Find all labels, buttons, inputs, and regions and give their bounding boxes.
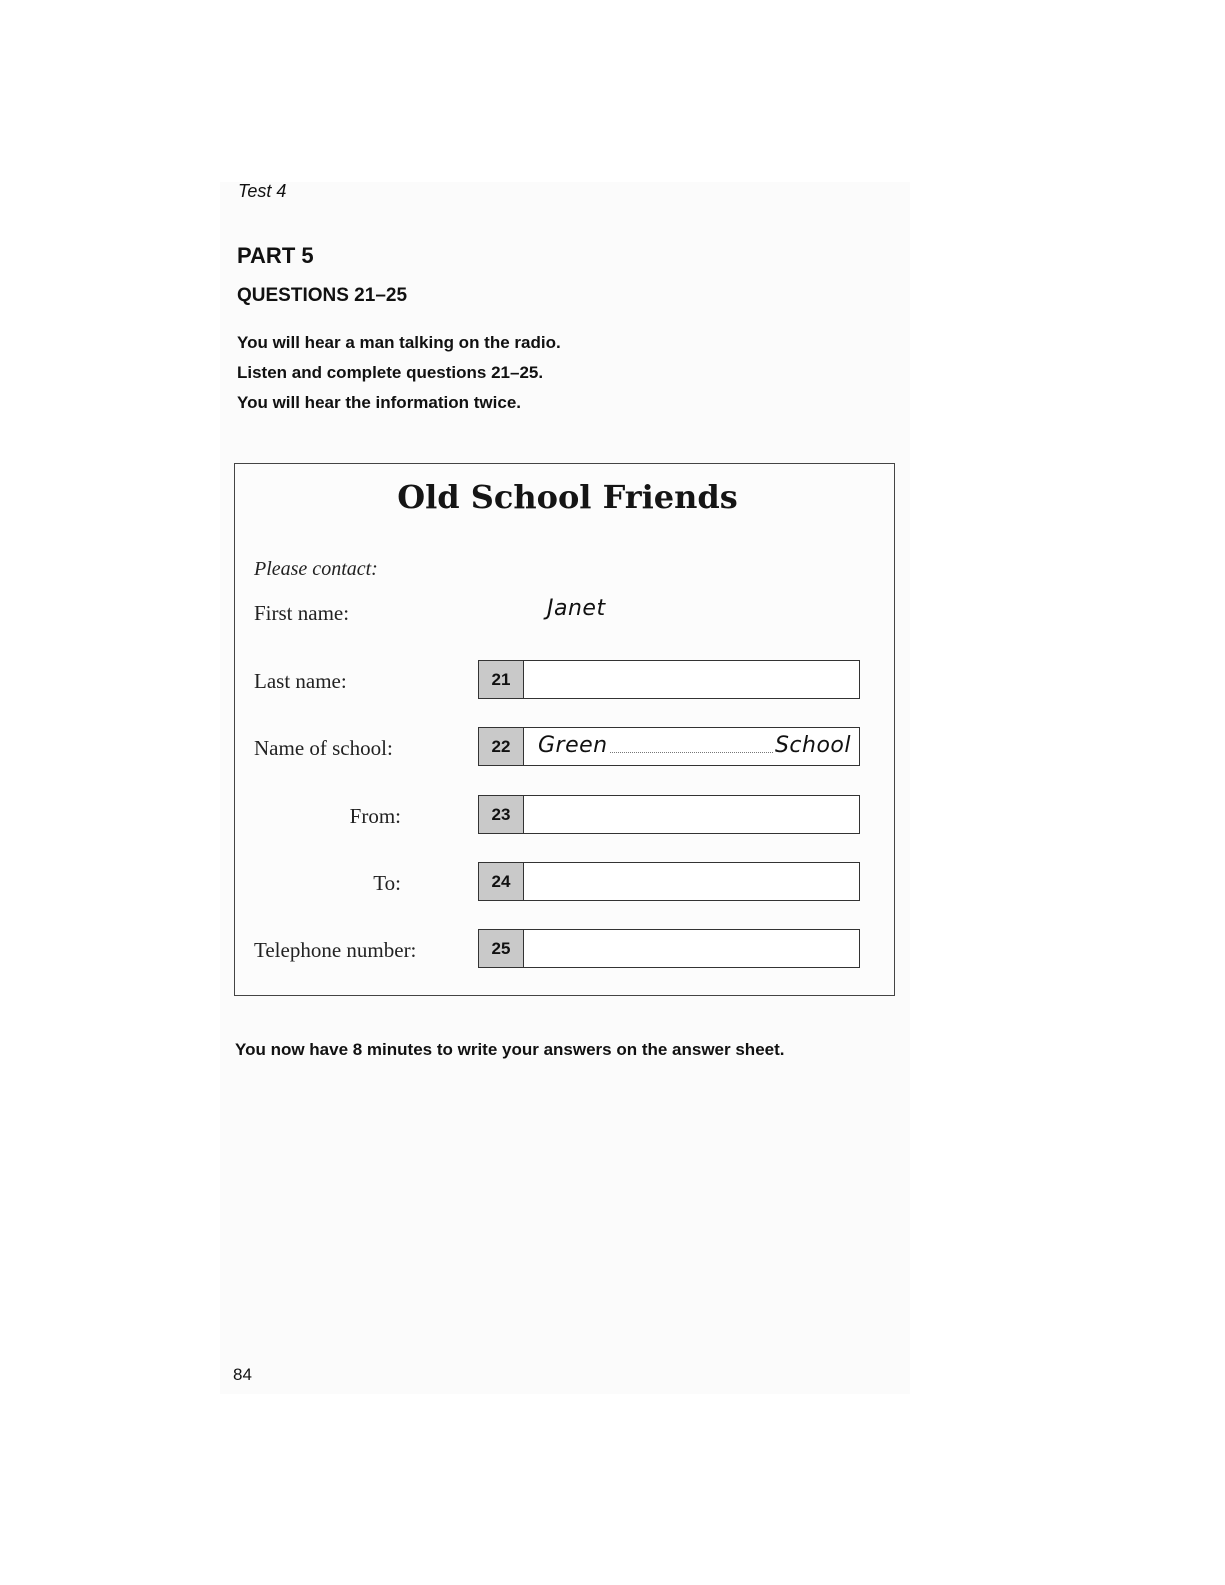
instruction-line: You will hear the information twice. xyxy=(237,393,521,412)
last-name-label: Last name: xyxy=(254,669,347,693)
to-answer-field[interactable] xyxy=(524,863,859,900)
form-title: Old School Friends xyxy=(397,478,738,516)
questions-heading: QUESTIONS 21–25 xyxy=(237,285,408,306)
answer-row-21 xyxy=(478,660,860,699)
page-number: 84 xyxy=(233,1365,252,1384)
telephone-answer-field[interactable] xyxy=(524,930,859,967)
instruction-line: You will hear a man talking on the radio. xyxy=(237,333,561,352)
last-name-answer-field[interactable] xyxy=(524,661,859,698)
question-number-25: 25 xyxy=(479,930,524,967)
telephone-label: Telephone number: xyxy=(254,938,417,962)
contact-label: Please contact: xyxy=(254,558,378,580)
part-heading: PART 5 xyxy=(237,243,314,268)
running-head: Test 4 xyxy=(238,181,287,201)
to-label: To: xyxy=(373,871,401,895)
answer-row-25 xyxy=(478,929,860,968)
from-label: From: xyxy=(349,804,401,828)
answer-row-23 xyxy=(478,795,860,834)
old-school-friends-form xyxy=(234,463,895,996)
answer-row-24 xyxy=(478,862,860,901)
school-name-answer-field[interactable] xyxy=(524,728,859,765)
school-name-start: Green xyxy=(538,733,608,758)
school-name-label: Name of school: xyxy=(254,736,393,760)
answer-row-22 xyxy=(478,727,860,766)
from-answer-field[interactable] xyxy=(524,796,859,833)
footer-instruction: You now have 8 minutes to write your answers on the answer sheet. xyxy=(235,1040,785,1059)
school-name-end: School xyxy=(774,733,851,758)
question-number-21: 21 xyxy=(479,661,524,698)
dotted-answer-line xyxy=(610,752,773,753)
first-name-value: Janet xyxy=(547,596,606,621)
question-number-22: 22 xyxy=(479,728,524,765)
instructions-list xyxy=(237,328,561,418)
question-number-24: 24 xyxy=(479,863,524,900)
instruction-line: Listen and complete questions 21–25. xyxy=(237,363,544,382)
question-number-23: 23 xyxy=(479,796,524,833)
first-name-label: First name: xyxy=(254,601,350,625)
